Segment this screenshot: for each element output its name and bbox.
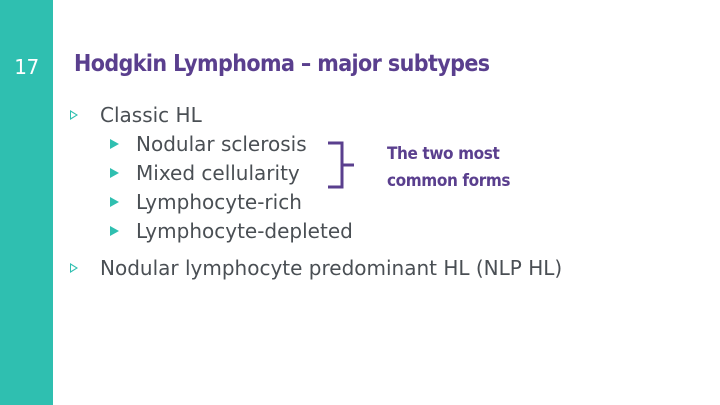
annotation-callout [387,141,510,195]
sub-bullet-marker-icon [110,168,119,178]
slide-number: 17 [14,55,39,79]
sub-bullet-lymphocyte-depleted: Lymphocyte-depleted [136,219,353,243]
sub-bullet-lymphocyte-rich: Lymphocyte-rich [136,190,302,214]
annotation-line-2: common forms [387,171,511,191]
slide-title: Hodgkin Lymphoma – major subtypes [74,51,490,77]
annotation-line-1: The two most [387,144,500,164]
sub-bullet-nodular-sclerosis: Nodular sclerosis [136,132,307,156]
sub-bullet-marker-icon [110,226,119,236]
bullet-marker-icon [70,263,78,273]
sub-bullet-mixed-cellularity: Mixed cellularity [136,161,300,185]
brace-icon [326,141,366,189]
sub-bullet-marker-icon [110,197,119,207]
bullet-nlp-hl: Nodular lymphocyte predominant HL (NLP HL) [100,256,563,280]
bullet-marker-icon [70,110,78,120]
bullet-classic-hl: Classic HL [100,103,202,127]
sub-bullet-marker-icon [110,139,119,149]
